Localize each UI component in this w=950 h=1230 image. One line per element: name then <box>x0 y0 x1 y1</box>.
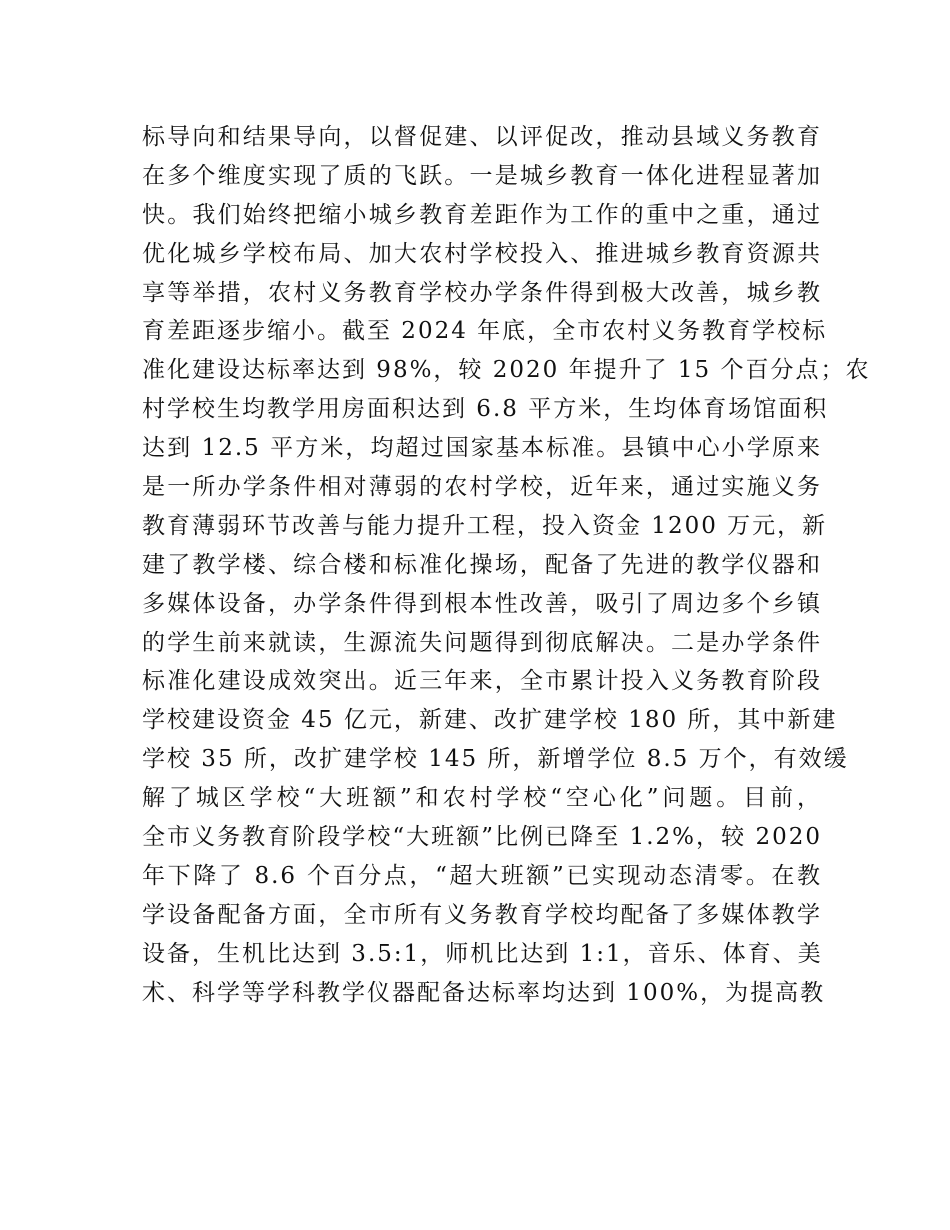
text-line: 的学生前来就读，生源流失问题得到彻底解决。二是办学条件 <box>142 629 822 656</box>
text-line: 快。我们始终把缩小城乡教育差距作为工作的重中之重，通过 <box>142 201 822 228</box>
body-paragraph <box>142 118 871 1012</box>
text-line: 是一所办学条件相对薄弱的农村学校，近年来，通过实施义务 <box>142 474 822 501</box>
text-line: 享等举措，农村义务教育学校办学条件得到极大改善，城乡教 <box>142 279 822 306</box>
text-line: 教育薄弱环节改善与能力提升工程，投入资金 1200 万元，新 <box>142 512 828 539</box>
text-line: 术、科学等学科教学仪器配备达标率均达到 100%，为提高教 <box>142 979 826 1006</box>
text-line: 学校 35 所，改扩建学校 145 所，新增学位 8.5 万个，有效缓 <box>142 746 849 773</box>
text-line: 解了城区学校“大班额”和农村学校“空心化”问题。目前， <box>142 785 822 812</box>
text-line: 育差距逐步缩小。截至 2024 年底，全市农村义务教育学校标 <box>142 318 828 345</box>
text-line: 标准化建设成效突出。近三年来，全市累计投入义务教育阶段 <box>142 668 822 695</box>
text-line: 在多个维度实现了质的飞跃。一是城乡教育一体化进程显著加 <box>142 162 822 189</box>
text-line: 多媒体设备，办学条件得到根本性改善，吸引了周边多个乡镇 <box>142 590 822 617</box>
text-line: 准化建设达标率达到 98%，较 2020 年提升了 15 个百分点；农 <box>142 357 871 384</box>
text-line: 达到 12.5 平方米，均超过国家基本标准。县镇中心小学原来 <box>142 435 822 462</box>
text-line: 全市义务教育阶段学校“大班额”比例已降至 1.2%，较 2020 <box>142 824 822 851</box>
text-line: 村学校生均教学用房面积达到 6.8 平方米，生均体育场馆面积 <box>142 396 829 423</box>
text-line: 学设备配备方面，全市所有义务教育学校均配备了多媒体教学 <box>142 901 822 928</box>
text-line: 建了教学楼、综合楼和标准化操场，配备了先进的教学仪器和 <box>142 551 822 578</box>
text-line: 学校建设资金 45 亿元，新建、改扩建学校 180 所，其中新建 <box>142 707 838 734</box>
text-line: 优化城乡学校布局、加大农村学校投入、推进城乡教育资源共 <box>142 240 822 267</box>
text-line: 标导向和结果导向，以督促建、以评促改，推动县域义务教育 <box>142 124 822 150</box>
text-line: 年下降了 8.6 个百分点，“超大班额”已实现动态清零。在教 <box>142 862 822 889</box>
text-line: 设备，生机比达到 3.5:1，师机比达到 1:1，音乐、体育、美 <box>142 940 823 967</box>
